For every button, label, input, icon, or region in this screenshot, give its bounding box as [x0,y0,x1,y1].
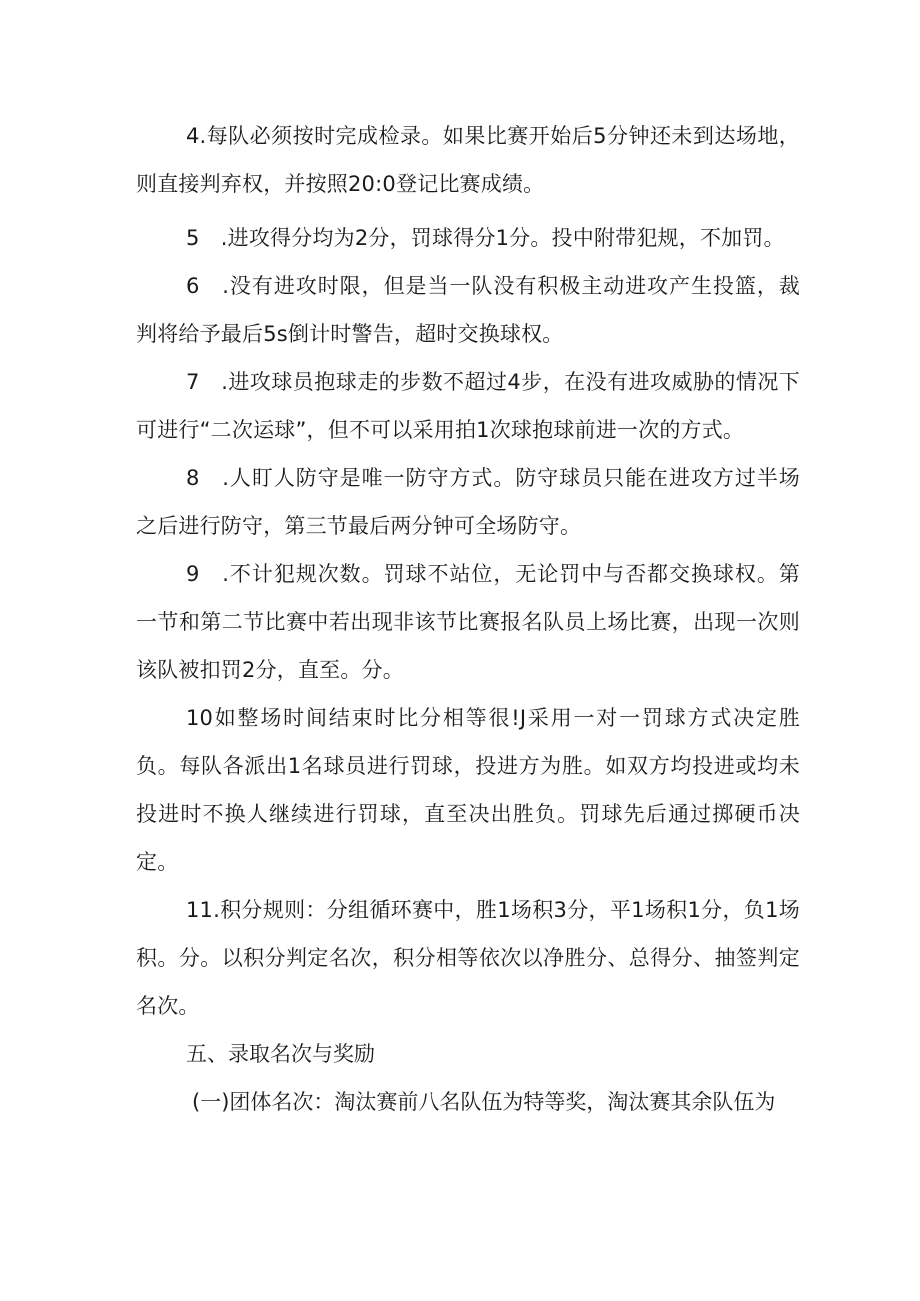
document-body [136,112,800,1126]
paragraph-rule-4: 4.每队必须按时完成检录。如果比赛开始后5分钟还未到达场地，则直接判弃权，并按照20:0登记比赛成绩。 [136,124,800,196]
paragraph-rule-11: 11.积分规则：分组循环赛中，胜1场积3分，平1场积1分，负1场积。分。以积分判定名次，积分相等依次以净胜分、总得分、抽签判定名次。 [136,898,800,1018]
paragraph-rule-6: 6 .没有进攻时限，但是当一队没有积极主动进攻产生投篮，裁判将给予最后5s倒计时警告，超时交换球权。 [136,274,800,346]
paragraph-rule-7: 7 .进攻球员抱球走的步数不超过4步，在没有进攻威胁的情况下可进行“二次运球”，但不可以采用拍1次球抱球前进一次的方式。 [136,370,800,442]
section-heading: 五、录取名次与奖励 [186,1042,375,1066]
paragraph-rule-5: 5 .进攻得分均为2分，罚球得分1分。投中附带犯规，不加罚。 [186,226,785,250]
paragraph-rule-9: 9 .不计犯规次数。罚球不站位，无论罚中与否都交换球权。第一节和第二节比赛中若出现非该节比赛报名队员上场比赛，出现一次则该队被扣罚2分，直至。分。 [136,562,800,682]
paragraph-rule-8: 8 .人盯人防守是唯一防守方式。防守球员只能在进攻方过半场之后进行防守，第三节最后两分钟可全场防守。 [136,466,800,538]
paragraph-rule-10: 10如整场时间结束时比分相等很!J采用一对一罚球方式决定胜负。每队各派出1名球员进行罚球，投进方为胜。如双方均投进或均未投进时不换人继续进行罚球，直至决出胜负。罚球先后通过掷硬币决定。 [136,706,800,874]
subsection-text: (一)团体名次：淘汰赛前八名队伍为特等奖，淘汰赛其余队伍为 [192,1090,776,1114]
